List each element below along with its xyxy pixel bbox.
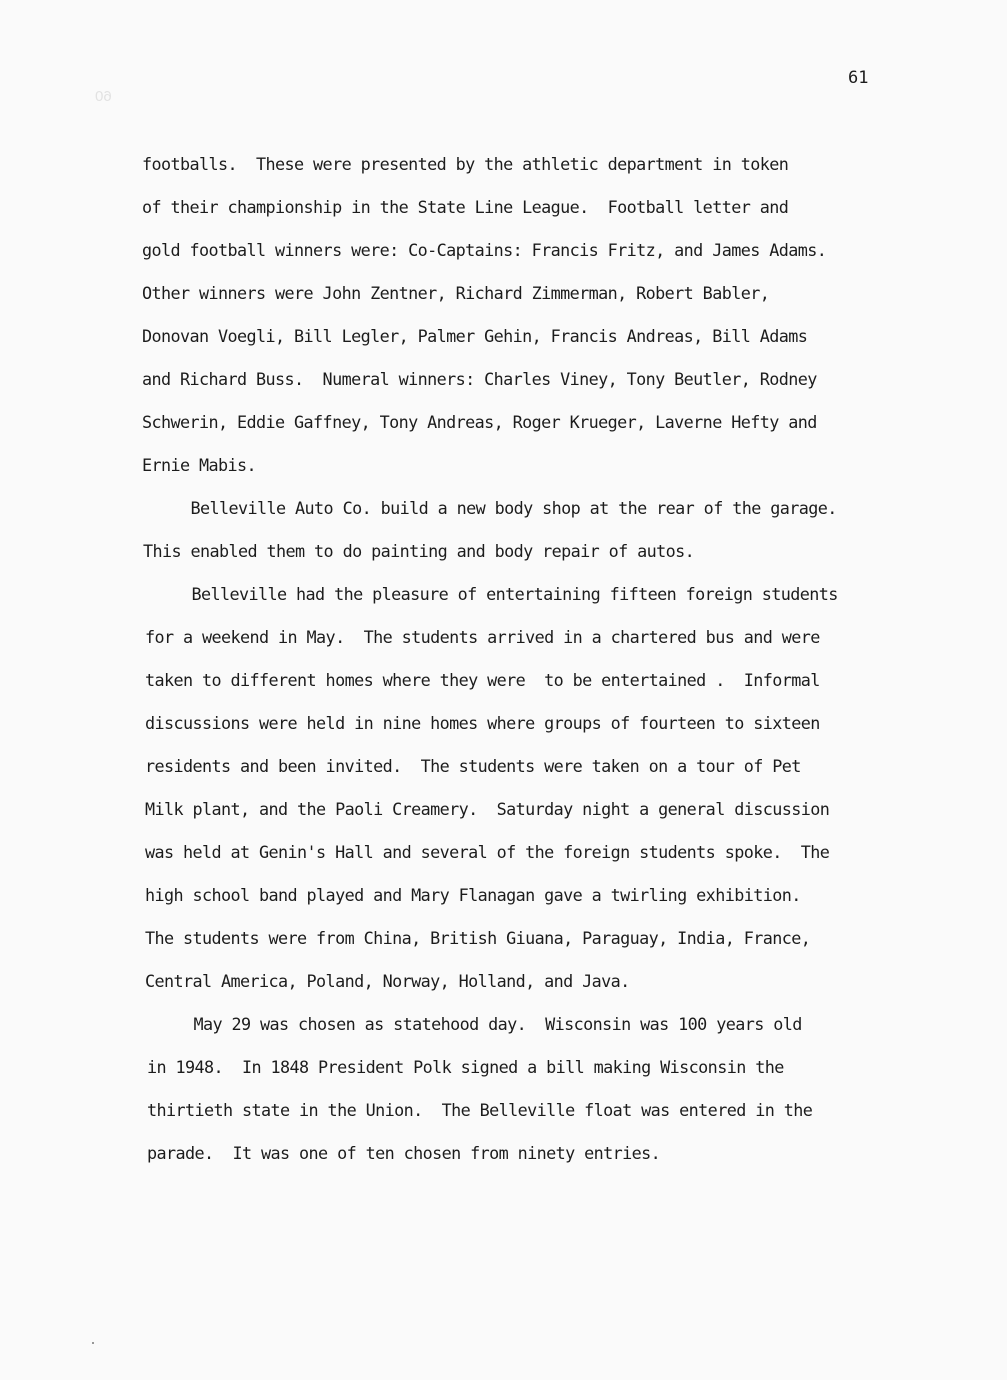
text-line: taken to different homes where they were to be entertained . Informal [145, 670, 820, 690]
text-line: for a weekend in May. The students arrived in a chartered bus and were [145, 627, 820, 647]
text-line: high school band played and Mary Flanagan gave a twirling exhibition. [145, 885, 801, 905]
text-line: May 29 was chosen as statehood day. Wisconsin was 100 years old [146, 1014, 802, 1034]
bleed-through-text: 60 [95, 88, 112, 105]
text-line: Other winners were John Zentner, Richard Zimmerman, Robert Babler, [142, 283, 770, 303]
paper-speck [92, 1342, 94, 1344]
text-line: of their championship in the State Line League. Football letter and [142, 197, 789, 217]
text-line: Ernie Mabis. [142, 455, 257, 475]
text-line: parade. It was one of ten chosen from ninety entries. [147, 1143, 661, 1163]
text-line: residents and been invited. The students were taken on a tour of Pet [145, 756, 801, 776]
text-line: was held at Genin's Hall and several of the foreign students spoke. The [145, 842, 830, 862]
text-line: Central America, Poland, Norway, Holland, and Java. [145, 971, 630, 991]
text-line: footballs. These were presented by the athletic department in token [142, 154, 789, 174]
page-number: 61 [848, 68, 869, 88]
text-line: thirtieth state in the Union. The Belleville float was entered in the [147, 1100, 813, 1120]
text-line: and Richard Buss. Numeral winners: Charles Viney, Tony Beutler, Rodney [142, 369, 817, 389]
text-line: gold football winners were: Co-Captains: Francis Fritz, and James Adams. [142, 240, 827, 260]
text-line: discussions were held in nine homes where groups of fourteen to sixteen [145, 713, 820, 733]
text-line: Belleville Auto Co. build a new body shop at the rear of the garage. [143, 498, 837, 518]
text-line: The students were from China, British Giuana, Paraguay, India, France, [145, 928, 811, 948]
text-line: Belleville had the pleasure of entertaining fifteen foreign students [144, 584, 838, 604]
text-line: This enabled them to do painting and body repair of autos. [143, 541, 695, 561]
text-line: Schwerin, Eddie Gaffney, Tony Andreas, Roger Krueger, Laverne Hefty and [142, 412, 817, 432]
text-line: Milk plant, and the Paoli Creamery. Saturday night a general discussion [145, 799, 830, 819]
text-line: Donovan Voegli, Bill Legler, Palmer Gehin, Francis Andreas, Bill Adams [142, 326, 808, 346]
text-line: in 1948. In 1848 President Polk signed a bill making Wisconsin the [147, 1057, 784, 1077]
